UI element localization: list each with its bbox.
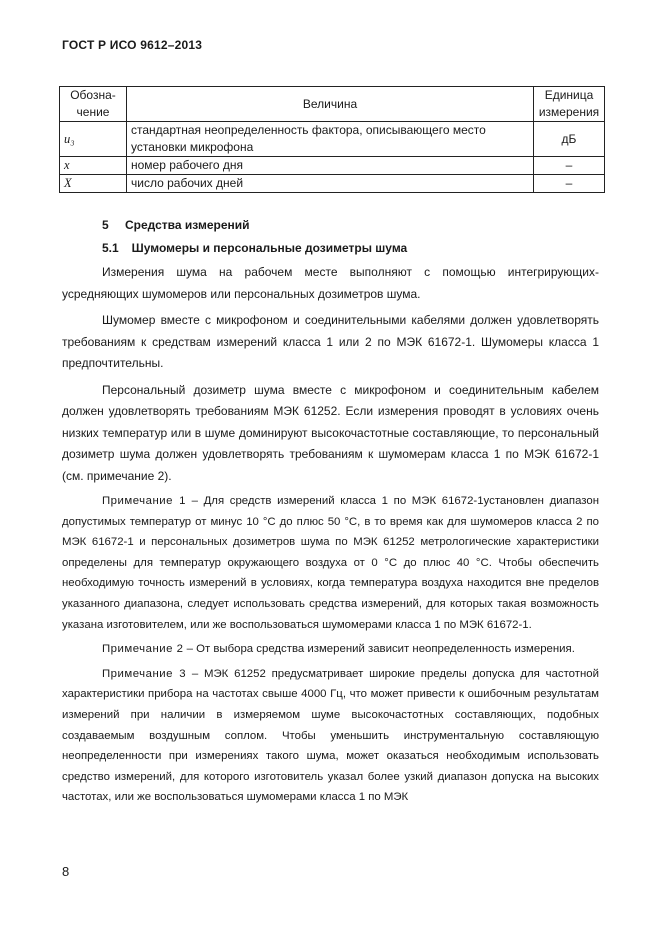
- unit-cell: –: [534, 157, 605, 175]
- subsection-title: Шумомеры и персональные дозиметры шума: [131, 241, 408, 255]
- table-header-row: [60, 87, 605, 122]
- unit-cell: дБ: [534, 122, 605, 157]
- note: [62, 639, 599, 660]
- note-dash: –: [191, 667, 199, 680]
- section-title: Средства измерений: [125, 218, 250, 232]
- quantity-cell: число рабочих дней: [127, 175, 534, 193]
- symbol-cell: X: [60, 175, 127, 193]
- note-dash: –: [186, 643, 193, 656]
- column-header-unit: Единица измерения: [534, 87, 605, 122]
- note: [62, 491, 599, 635]
- note-dash: –: [191, 495, 198, 507]
- table-row: [60, 157, 605, 175]
- column-header-symbol: Обозна-чение: [60, 87, 127, 122]
- note-label: Примечание 3: [102, 667, 187, 680]
- note: [62, 664, 599, 808]
- document-header: ГОСТ Р ИСО 9612–2013: [62, 38, 203, 52]
- section-number: 5: [102, 218, 109, 232]
- note-label: Примечание 2: [102, 643, 184, 656]
- table-row: [60, 175, 605, 193]
- quantity-cell: стандартная неопределенность фактора, описывающего место установки микрофона: [127, 122, 534, 157]
- unit-cell: –: [534, 175, 605, 193]
- note-label: Примечание 1: [102, 495, 186, 507]
- paragraph: Измерения шума на рабочем месте выполняют с помощью интегрирующих-усредняющих шумомеров или персональных дозиметров шума.: [62, 265, 599, 301]
- paragraph: Шумомер вместе с микрофоном и соединительными кабелями должен удовлетворять требованиям к средствам измерений класса 1 или 2 по МЭК 61672-1. Шумомеры класса 1 предпочтительны.: [62, 313, 599, 370]
- table-row: [60, 122, 605, 157]
- document-body: [62, 214, 599, 808]
- symbol-cell: u₃: [60, 122, 127, 157]
- quantity-cell: номер рабочего дня: [127, 157, 534, 175]
- subsection-heading: [62, 237, 599, 260]
- column-header-quantity: Величина: [127, 87, 534, 122]
- paragraph: Персональный дозиметр шума вместе с микрофоном и соединительным кабелем должен удовлетворять требованиям МЭК 61252. Если измерения проводят в условиях очень низких температур или в шуме доминируют высокочастотные составляющие, то персональный дозиметр шума должен удовлетворять требованиям к шумомерам класса 1 по МЭК 61672-1 (см. примечание 2).: [62, 382, 599, 483]
- note-text: Для средств измерений класса 1 по МЭК 61672-1установлен диапазон допустимых температур от минус 10 °С до плюс 50 °С, в то время как для шумомеров класса 2 по МЭК 61672-1 и персональных дозиметров шума по МЭК 61252 метрологические характеристики определены для температур окружающего воздуха от 0 °С до плюс 40 °С. Чтобы обеспечить необходимую точность измерений в условиях, когда температура воздуха находится вне пределов указанного диапазона, следует использовать средства измерений, для которых такая возможность указана изготовителем, или же воспользоваться шумомерами класса 1 по МЭК 61672-1.: [62, 495, 600, 631]
- page-number: 8: [62, 864, 70, 879]
- note-text: МЭК 61252 предусматривает широкие пределы допуска для частотной характеристики прибора на частотах свыше 4000 Гц, что может привести к ошибочным результатам измерений при наличии в измеряемом шуме высокочастотных составляющих, подобных создаваемым воздушным соплом. Чтобы уменьшить инструментальную составляющую неопределенности при измерениях такого шума, может оказаться необходимым использовать средство измерений, для которого изготовитель указал более узкий диапазон допуска на высоких частотах, или же воспользоваться шумомерами класса 1 по МЭК: [62, 667, 599, 804]
- section-heading: [62, 214, 599, 237]
- subsection-number: 5.1: [102, 241, 119, 255]
- symbols-table: [59, 86, 605, 193]
- note-text: От выбора средства измерений зависит неопределенность измерения.: [196, 643, 575, 656]
- symbol-cell: x: [60, 157, 127, 175]
